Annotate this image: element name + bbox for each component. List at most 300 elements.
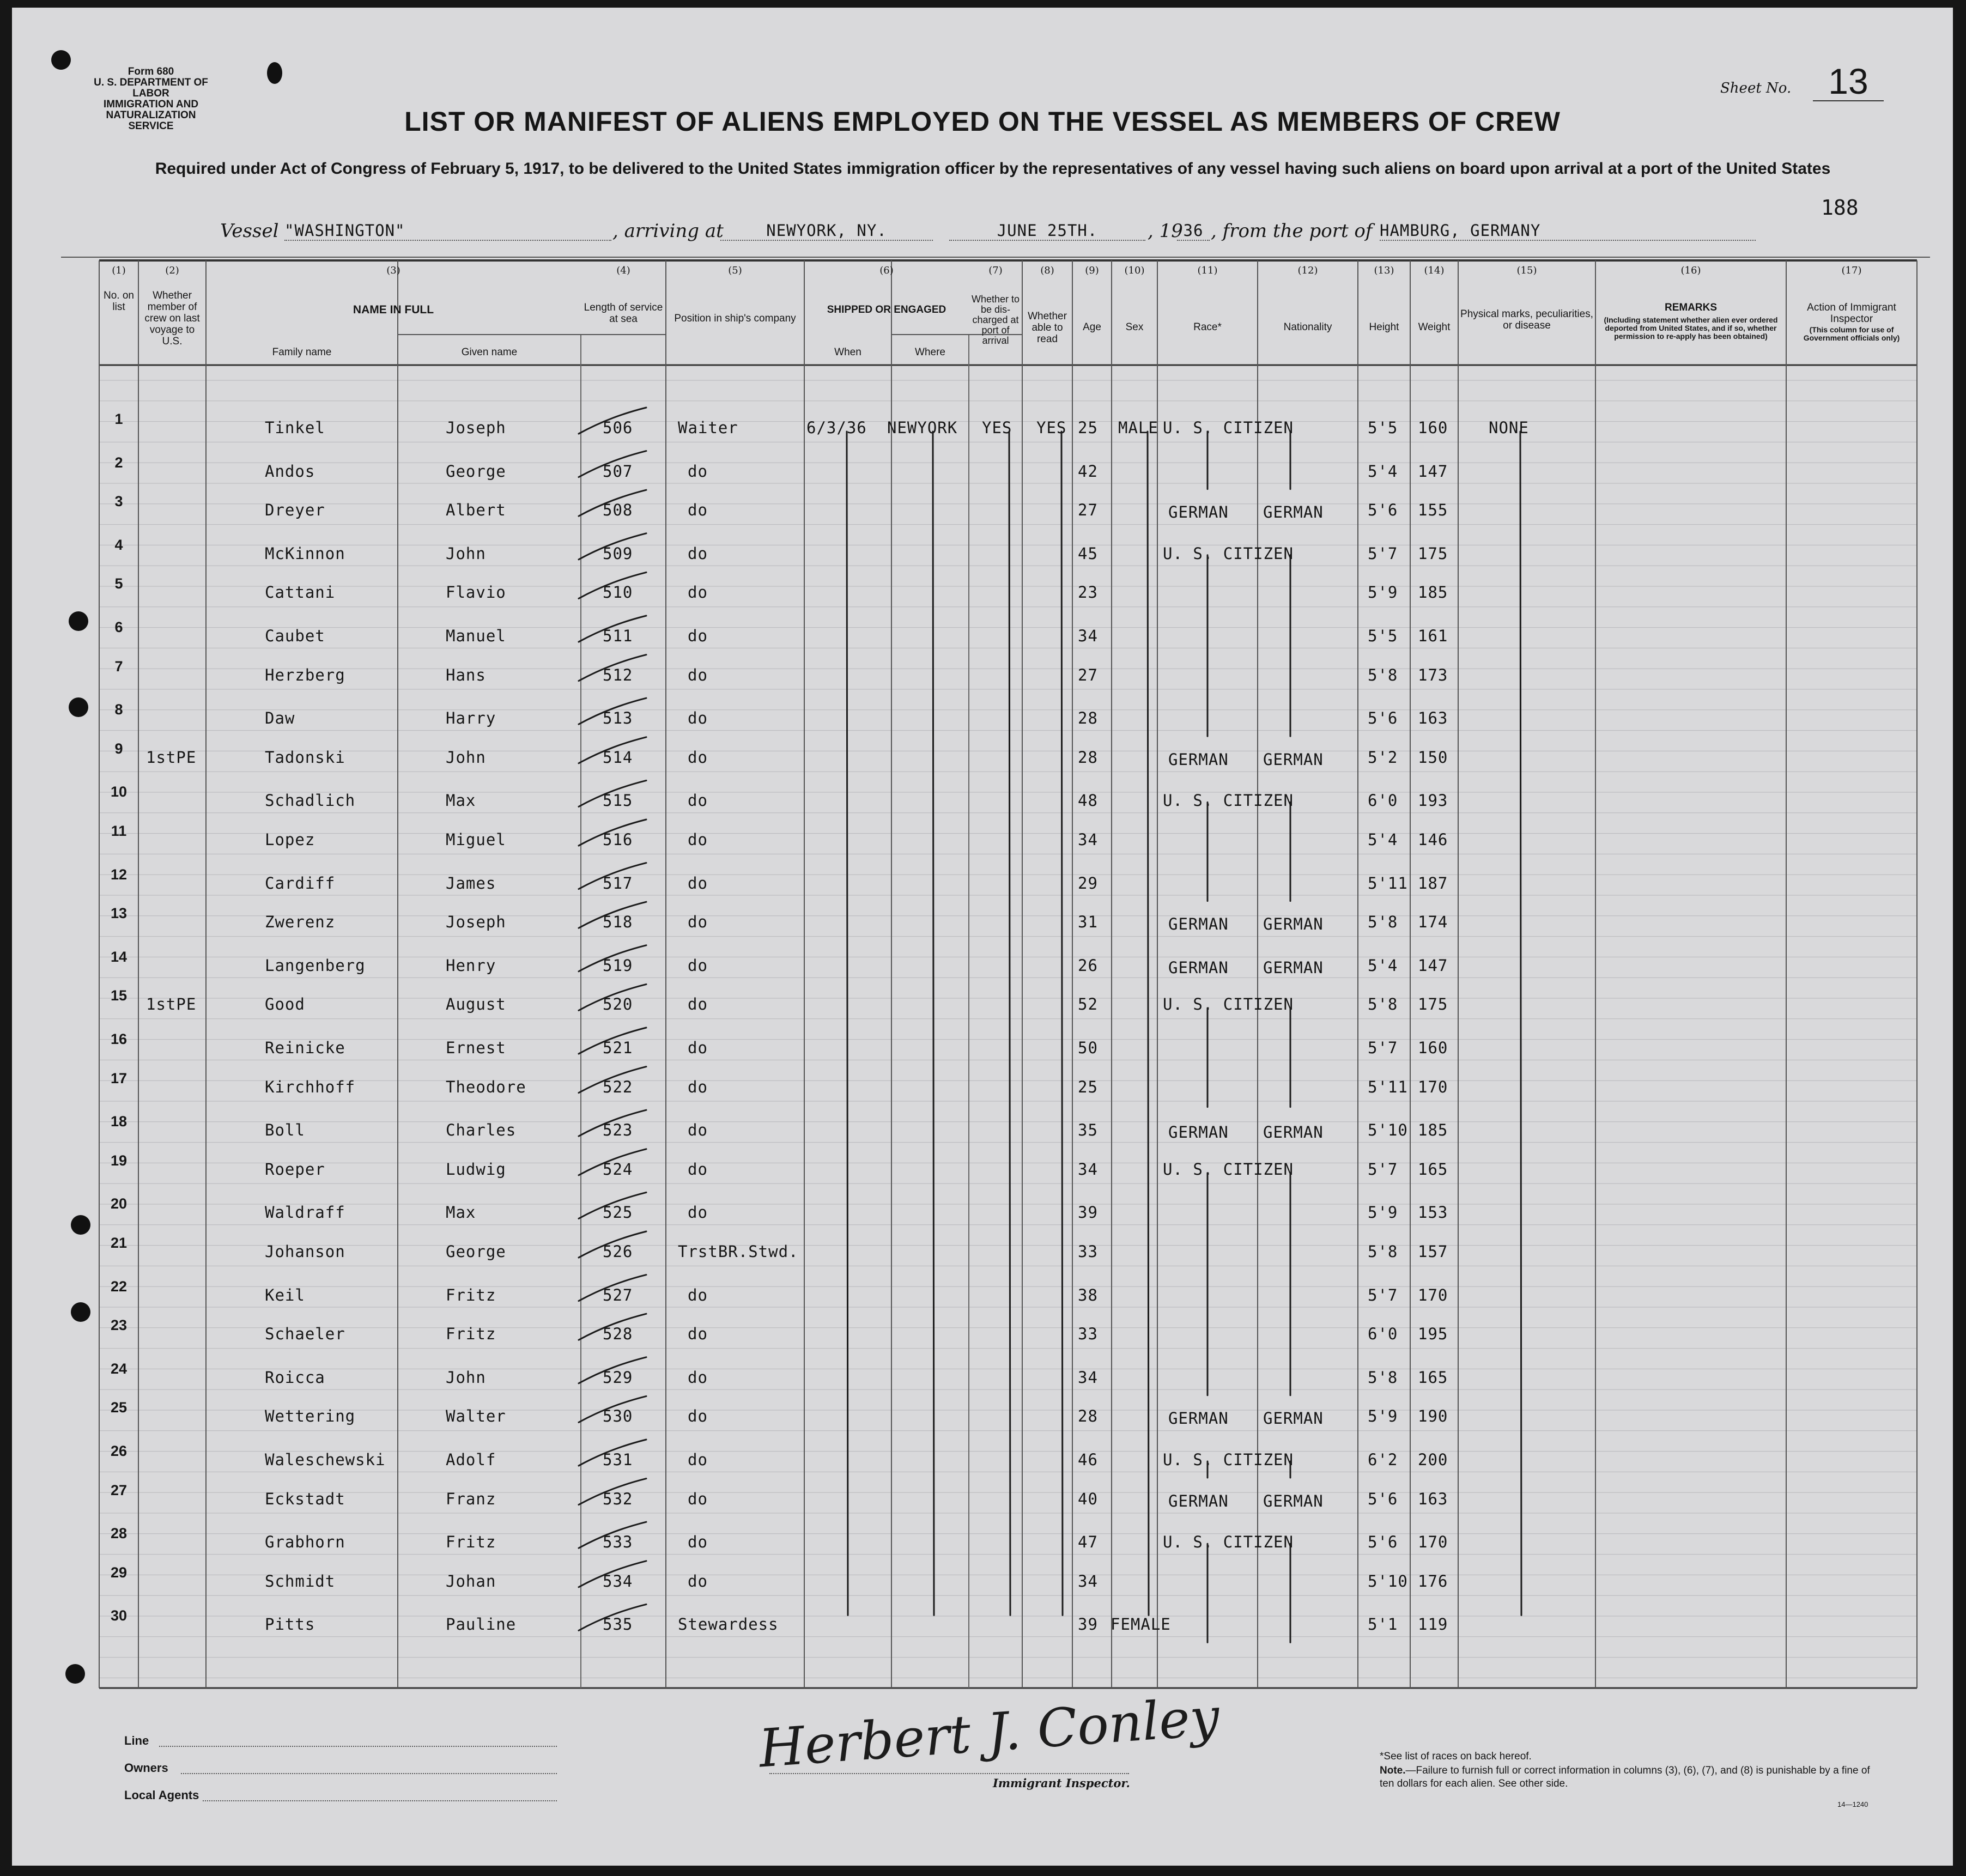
- weight: 161: [1418, 627, 1448, 645]
- age: 28: [1078, 1407, 1098, 1426]
- arrival-port: NEWYORK, NY.: [720, 221, 933, 241]
- age: 25: [1078, 1077, 1098, 1096]
- service-length: 521: [603, 1039, 633, 1057]
- height: 5'11: [1368, 873, 1408, 893]
- position: do: [688, 995, 708, 1014]
- sheet-number-label: Sheet No.: [1720, 80, 1792, 96]
- race: U. S. CITIZEN: [1163, 995, 1294, 1014]
- family-name: McKinnon: [265, 544, 345, 563]
- family-name: Tinkel: [265, 418, 325, 437]
- position: do: [688, 1121, 708, 1140]
- col-remarks: REMARKS: [1664, 302, 1718, 313]
- given-name: Fritz: [446, 1325, 496, 1344]
- weight: 174: [1418, 913, 1448, 932]
- check-stroke: [579, 780, 646, 806]
- row-number: 15: [110, 987, 128, 1004]
- height: 5'8: [1368, 1242, 1398, 1261]
- row-number: 4: [114, 536, 123, 553]
- height: 5'4: [1368, 956, 1398, 975]
- form-number-block: Form 680 U. S. DEPARTMENT OF LABOR IMMIGRATION AND NATURALIZATION SERVICE: [94, 66, 208, 132]
- service-length: 535: [603, 1615, 633, 1634]
- position: do: [688, 1533, 708, 1552]
- given-name: Albert: [446, 501, 506, 520]
- given-name: George: [446, 1242, 506, 1261]
- ditto-line-where: [933, 432, 934, 1615]
- weight: 165: [1418, 1159, 1448, 1179]
- service-length: 518: [603, 913, 633, 932]
- weight: 170: [1418, 1077, 1448, 1096]
- service-length: 526: [603, 1242, 633, 1261]
- age: 48: [1078, 791, 1098, 810]
- height: 6'0: [1368, 791, 1398, 810]
- row-number: 6: [114, 619, 123, 635]
- check-stroke: [579, 819, 646, 846]
- position: Waiter: [678, 418, 738, 437]
- age: 27: [1078, 665, 1098, 684]
- age: 33: [1078, 1242, 1098, 1261]
- column-number: (14): [1424, 265, 1445, 276]
- height: 5'7: [1368, 1039, 1398, 1057]
- family-name: Caubet: [265, 627, 325, 645]
- check-stroke: [579, 863, 646, 889]
- service-length: 531: [603, 1450, 633, 1469]
- age: 26: [1078, 956, 1098, 975]
- shipped-when: 6/3/36: [806, 418, 867, 437]
- ditto-line-when: [847, 432, 848, 1615]
- weight: 200: [1418, 1450, 1448, 1469]
- age: 28: [1078, 709, 1098, 728]
- row-number: 5: [114, 575, 123, 592]
- check-stroke: [579, 1149, 646, 1175]
- position: do: [688, 1285, 708, 1304]
- local-agents-label: Local Agents: [124, 1788, 199, 1802]
- given-name: Fritz: [446, 1533, 496, 1552]
- col-remarks-sub: (Including statement whether alien ever ordered deported from United States, and if so, whether permission to re-apply has been obtained): [1604, 315, 1778, 341]
- check-stroke: [579, 1396, 646, 1422]
- position: do: [688, 1203, 708, 1222]
- weight: 150: [1418, 748, 1448, 767]
- vessel-name: "WASHINGTON": [284, 221, 611, 241]
- height: 5'6: [1368, 709, 1398, 728]
- given-name: John: [446, 544, 486, 563]
- position: do: [688, 1077, 708, 1096]
- service-length: 514: [603, 748, 633, 767]
- weight: 163: [1418, 1489, 1448, 1508]
- family-name: Herzberg: [265, 665, 345, 684]
- age: 38: [1078, 1285, 1098, 1304]
- signature-line: [769, 1773, 1129, 1774]
- check-stroke: [579, 1192, 646, 1218]
- check-stroke: [579, 408, 646, 434]
- col-shipped-when: When: [834, 347, 861, 358]
- weight: 170: [1418, 1533, 1448, 1552]
- service-length: 528: [603, 1325, 633, 1344]
- column-number: (1): [112, 265, 126, 276]
- family-name: Johanson: [265, 1242, 345, 1261]
- given-name: August: [446, 995, 506, 1014]
- service-length: 529: [603, 1368, 633, 1387]
- family-name: Good: [265, 995, 305, 1014]
- family-name: Kirchhoff: [265, 1077, 356, 1096]
- race: GERMAN: [1168, 503, 1229, 522]
- col-sex: Sex: [1125, 321, 1144, 333]
- family-name: Waleschewski: [265, 1450, 386, 1469]
- row-number: 27: [110, 1482, 128, 1498]
- ditto-marks: [12, 8, 1953, 1866]
- position: do: [688, 748, 708, 767]
- family-name: Roicca: [265, 1368, 325, 1387]
- age: 33: [1078, 1325, 1098, 1344]
- weight: 165: [1418, 1368, 1448, 1387]
- nationality: GERMAN: [1263, 1123, 1324, 1142]
- service-length: 507: [603, 462, 633, 481]
- given-name: Miguel: [446, 830, 506, 849]
- nationality: GERMAN: [1263, 915, 1324, 934]
- weight: 147: [1418, 956, 1448, 975]
- check-stroke: [579, 698, 646, 724]
- ditto-line-marks: [1520, 432, 1521, 1615]
- position: do: [688, 501, 708, 520]
- check-stroke: [579, 655, 646, 681]
- height: 5'7: [1368, 544, 1398, 563]
- position: do: [688, 1325, 708, 1344]
- row-number: 21: [110, 1235, 128, 1251]
- given-name: Ludwig: [446, 1159, 506, 1179]
- given-name: Adolf: [446, 1450, 496, 1469]
- weight: 175: [1418, 544, 1448, 563]
- col-previous-voyage: Whether member of crew on last voyage to U.S.: [144, 290, 200, 347]
- manifest-sheet: [12, 8, 1953, 1866]
- race: U. S. CITIZEN: [1163, 1159, 1294, 1179]
- row-number: 3: [114, 493, 123, 510]
- age: 39: [1078, 1615, 1098, 1634]
- column-number: (2): [165, 265, 179, 276]
- height: 5'9: [1368, 583, 1398, 602]
- races-note: *See list of races on back hereof.: [1380, 1751, 1532, 1762]
- check-stroke: [579, 1604, 646, 1630]
- age: 52: [1078, 995, 1098, 1014]
- height: 5'8: [1368, 995, 1398, 1014]
- height: 5'6: [1368, 1489, 1398, 1508]
- height: 5'10: [1368, 1121, 1408, 1140]
- column-number: (5): [728, 265, 742, 276]
- height: 6'2: [1368, 1450, 1398, 1469]
- service-length: 527: [603, 1285, 633, 1304]
- col-service-length: Length of service at sea: [584, 302, 663, 325]
- form-code: 14—1240: [1837, 1800, 1868, 1808]
- family-name: Lopez: [265, 830, 315, 849]
- check-stroke: [579, 1479, 646, 1505]
- weight: 146: [1418, 830, 1448, 849]
- service-length: 515: [603, 791, 633, 810]
- service-length: 524: [603, 1159, 633, 1179]
- age: 47: [1078, 1533, 1098, 1552]
- height: 5'8: [1368, 1368, 1398, 1387]
- row-number: 25: [110, 1399, 128, 1416]
- col-physical-marks: Physical marks, peculiarities, or disease: [1460, 308, 1593, 331]
- given-name: Manuel: [446, 627, 506, 645]
- given-name: John: [446, 748, 486, 767]
- height: 5'11: [1368, 1077, 1408, 1096]
- age: 50: [1078, 1039, 1098, 1057]
- check-stroke: [579, 1275, 646, 1301]
- height: 5'8: [1368, 665, 1398, 684]
- given-name: Charles: [446, 1121, 517, 1140]
- ditto-line-read: [1061, 432, 1063, 1615]
- age: 34: [1078, 1368, 1098, 1387]
- age: 34: [1078, 1159, 1098, 1179]
- position: do: [688, 791, 708, 810]
- family-name: Cattani: [265, 583, 336, 602]
- given-name: Joseph: [446, 418, 506, 437]
- position: do: [688, 1450, 708, 1469]
- service-length: 519: [603, 956, 633, 975]
- position: do: [688, 1159, 708, 1179]
- family-name: Schaeler: [265, 1325, 345, 1344]
- age: 23: [1078, 583, 1098, 602]
- age: 34: [1078, 830, 1098, 849]
- race: GERMAN: [1168, 750, 1229, 769]
- family-name: Pitts: [265, 1615, 315, 1634]
- race: GERMAN: [1168, 958, 1229, 977]
- service-length: 522: [603, 1077, 633, 1096]
- nationality: GERMAN: [1263, 750, 1324, 769]
- weight: 185: [1418, 1121, 1448, 1140]
- given-name: Hans: [446, 665, 486, 684]
- row-number: 7: [114, 658, 123, 675]
- weight: 187: [1418, 873, 1448, 893]
- page-subtitle: Required under Act of Congress of February 5, 1917, to be delivered to the United States immigration officer by the representatives of any vessel having such aliens on board upon arrival at a port of the United States: [155, 160, 1831, 178]
- family-name: Reinicke: [265, 1039, 345, 1057]
- service-length: 508: [603, 501, 633, 520]
- race: GERMAN: [1168, 1491, 1229, 1510]
- check-stroke: [579, 1110, 646, 1136]
- row-number: 22: [110, 1278, 128, 1295]
- service-length: 516: [603, 830, 633, 849]
- height: 5'4: [1368, 462, 1398, 481]
- sex: FEMALE: [1111, 1615, 1171, 1634]
- service-length: 533: [603, 1533, 633, 1552]
- note-text: —Failure to furnish full or correct information in columns (3), (6), (7), and (8) is punishable by a fine of ten dollars for each alien. See other side.: [1380, 1765, 1870, 1789]
- weight: 160: [1418, 1039, 1448, 1057]
- ditto-line-sex: [1148, 432, 1149, 1615]
- check-stroke: [579, 616, 646, 642]
- height: 5'5: [1368, 627, 1398, 645]
- row-number: 14: [110, 948, 128, 965]
- position: do: [688, 1368, 708, 1387]
- service-length: 506: [603, 418, 633, 437]
- arriving-label: , arriving at: [612, 220, 724, 242]
- vessel-label: Vessel: [220, 220, 279, 242]
- year-prefix: , 19: [1148, 220, 1183, 242]
- check-stroke: [579, 1522, 646, 1548]
- race: U. S. CITIZEN: [1163, 544, 1294, 563]
- given-name: Joseph: [446, 913, 506, 932]
- height: 5'5: [1368, 418, 1398, 437]
- col-weight: Weight: [1418, 321, 1451, 333]
- page-number: 188: [1821, 196, 1859, 220]
- family-name: Langenberg: [265, 956, 366, 975]
- col-given-name: Given name: [461, 347, 518, 358]
- nationality: GERMAN: [1263, 1409, 1324, 1428]
- column-number: (16): [1680, 265, 1701, 276]
- age: 40: [1078, 1489, 1098, 1508]
- family-name: Daw: [265, 709, 295, 728]
- col-inspector-action: Action of Immigrant Inspector: [1807, 302, 1896, 325]
- height: 5'6: [1368, 501, 1398, 520]
- race: U. S. CITIZEN: [1163, 1533, 1294, 1552]
- row-number: 10: [110, 784, 128, 800]
- age: 28: [1078, 748, 1098, 767]
- age: 34: [1078, 1571, 1098, 1590]
- family-name: Eckstadt: [265, 1489, 345, 1508]
- nationality: GERMAN: [1263, 503, 1324, 522]
- weight: 147: [1418, 462, 1448, 481]
- position: do: [688, 873, 708, 893]
- col-shipped-engaged: SHIPPED OR ENGAGED: [827, 304, 946, 315]
- check-stroke: [579, 1357, 646, 1383]
- position: do: [688, 913, 708, 932]
- race: GERMAN: [1168, 915, 1229, 934]
- race: U. S. CITIZEN: [1163, 1450, 1294, 1469]
- check-stroke: [579, 1067, 646, 1093]
- given-name: Harry: [446, 709, 496, 728]
- check-stroke: [579, 1440, 646, 1466]
- row-number: 11: [111, 823, 127, 839]
- position: do: [688, 1489, 708, 1508]
- race: U. S. CITIZEN: [1163, 791, 1294, 810]
- weight: 173: [1418, 665, 1448, 684]
- service-length: 523: [603, 1121, 633, 1140]
- check-stroke: [579, 490, 646, 516]
- family-name: Schmidt: [265, 1571, 336, 1590]
- column-number: (7): [988, 265, 1003, 276]
- height: 5'9: [1368, 1407, 1398, 1426]
- height: 5'9: [1368, 1203, 1398, 1222]
- weight: 163: [1418, 709, 1448, 728]
- check-stroke: [579, 984, 646, 1010]
- position: do: [688, 462, 708, 481]
- position: do: [688, 1039, 708, 1057]
- row-number: 19: [110, 1152, 128, 1169]
- family-name: Dreyer: [265, 501, 325, 520]
- service-length: 510: [603, 583, 633, 602]
- given-name: Fritz: [446, 1285, 496, 1304]
- check-stroke: [579, 451, 646, 477]
- previous-voyage: 1stPE: [146, 748, 197, 767]
- service-length: 513: [603, 709, 633, 728]
- col-name-in-full: NAME IN FULL: [353, 303, 434, 316]
- check-stroke: [579, 1231, 646, 1258]
- age: 29: [1078, 873, 1098, 893]
- column-number: (3): [386, 265, 401, 276]
- row-number: 1: [114, 411, 123, 427]
- service-length: 530: [603, 1407, 633, 1426]
- check-stroke: [579, 572, 646, 598]
- height: 5'6: [1368, 1533, 1398, 1552]
- weight: 195: [1418, 1325, 1448, 1344]
- row-number: 28: [110, 1525, 128, 1542]
- col-inspector-action-sub: (This column for use of Government officials only): [1803, 325, 1900, 342]
- height: 5'10: [1368, 1571, 1408, 1590]
- given-name: Walter: [446, 1407, 506, 1426]
- column-number: (10): [1124, 265, 1145, 276]
- family-name: Grabhorn: [265, 1533, 345, 1552]
- position: do: [688, 1571, 708, 1590]
- shipped-where: NEWYORK: [887, 418, 958, 437]
- given-name: James: [446, 873, 496, 893]
- row-number: 30: [110, 1607, 128, 1624]
- local-agents-field: [203, 1800, 557, 1801]
- weight: 170: [1418, 1285, 1448, 1304]
- column-number: (8): [1040, 265, 1054, 276]
- row-number: 8: [114, 701, 123, 718]
- inspector-signature: Herbert J. Conley: [757, 1686, 1222, 1780]
- row-number: 17: [110, 1070, 128, 1086]
- position: do: [688, 583, 708, 602]
- nationality: GERMAN: [1263, 1491, 1324, 1510]
- given-name: George: [446, 462, 506, 481]
- check-stroke: [579, 902, 646, 928]
- service-length: 520: [603, 995, 633, 1014]
- ditto-line-discharged: [1009, 432, 1010, 1615]
- weight: 193: [1418, 791, 1448, 810]
- column-number: (17): [1841, 265, 1862, 276]
- age: 35: [1078, 1121, 1098, 1140]
- physical-marks-value: NONE: [1489, 418, 1529, 437]
- given-name: Franz: [446, 1489, 496, 1508]
- race: GERMAN: [1168, 1409, 1229, 1428]
- position: do: [688, 1407, 708, 1426]
- given-name: John: [446, 1368, 486, 1387]
- port-label: , from the port of: [1211, 220, 1373, 242]
- row-number: 16: [110, 1031, 128, 1047]
- family-name: Keil: [265, 1285, 305, 1304]
- row-number: 13: [110, 905, 128, 922]
- height: 5'7: [1368, 1285, 1398, 1304]
- sheet-number: 13: [1813, 62, 1884, 101]
- previous-voyage: 1stPE: [146, 995, 197, 1014]
- age: 46: [1078, 1450, 1098, 1469]
- col-race: Race*: [1193, 321, 1222, 333]
- column-number: (11): [1197, 265, 1218, 276]
- family-name: Boll: [265, 1121, 305, 1140]
- service-length: 509: [603, 544, 633, 563]
- family-name: Wettering: [265, 1407, 356, 1426]
- check-stroke: [579, 1561, 646, 1587]
- position: Stewardess: [678, 1615, 779, 1634]
- weight: 160: [1418, 418, 1448, 437]
- col-family-name: Family name: [272, 347, 332, 358]
- sex-value: MALE: [1118, 418, 1158, 437]
- col-nationality: Nationality: [1283, 321, 1332, 333]
- owners-label: Owners: [124, 1761, 168, 1775]
- given-name: Max: [446, 1203, 476, 1222]
- check-stroke: [579, 1314, 646, 1340]
- col-able-to-read: Whether able to read: [1028, 311, 1067, 345]
- given-name: Johan: [446, 1571, 496, 1590]
- discharged-value: YES: [982, 418, 1012, 437]
- family-name: Cardiff: [265, 873, 336, 893]
- family-name: Schadlich: [265, 791, 356, 810]
- given-name: Max: [446, 791, 476, 810]
- column-number: (9): [1085, 265, 1099, 276]
- height: 5'2: [1368, 748, 1398, 767]
- inspector-label: Immigrant Inspector.: [993, 1776, 1130, 1790]
- column-number: (6): [879, 265, 894, 276]
- given-name: Pauline: [446, 1615, 517, 1634]
- race: GERMAN: [1168, 1123, 1229, 1142]
